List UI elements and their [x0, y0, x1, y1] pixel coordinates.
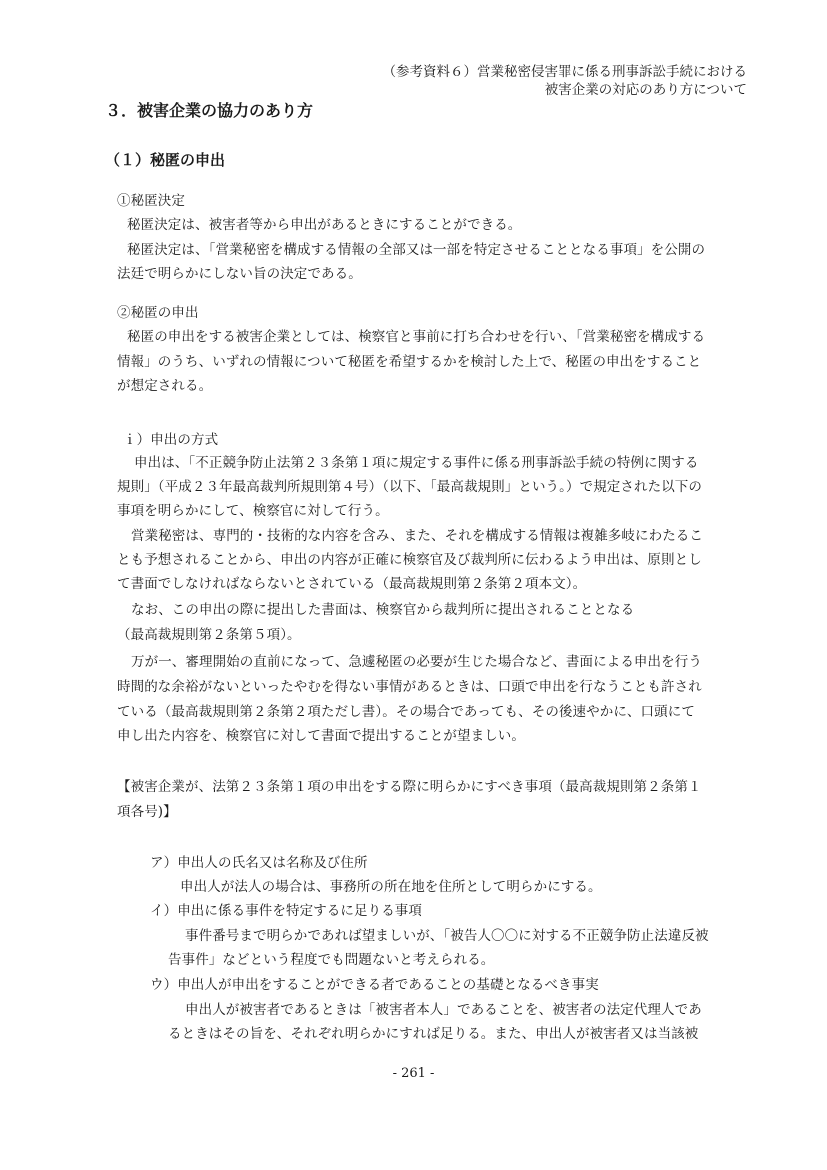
- block2-line: 情報」のうち、いずれの情報について秘匿を希望するかを検討した上で、秘匿の申出をすること: [117, 354, 702, 370]
- block1-line: 法廷で明らかにしない旨の決定である。: [117, 266, 362, 282]
- block1-line: 秘匿決定は、「営業秘密を構成する情報の全部又は一部を特定させることとなる事項」を公開の: [127, 242, 706, 258]
- block3-line: ている（最高裁規則第２条第２項ただし書）。その場合であっても、その後速やかに、口頭にて: [117, 704, 695, 720]
- block3-line: 営業秘密は、専門的・技術的な内容を含み、また、それを構成する情報は複雑多岐にわたるこ: [131, 528, 704, 544]
- item-a-title: ア）申出人の氏名又は名称及び住所: [150, 855, 368, 871]
- block2-line: 秘匿の申出をする被害企業としては、検察官と事前に打ち合わせを行い、「営業秘密を構成する: [127, 329, 706, 345]
- subsection-title: （１）秘匿の申出: [105, 151, 226, 169]
- block4-line: 項各号)】: [117, 804, 177, 820]
- block3-line: なお、この申出の際に提出した書面は、検察官から裁判所に提出されることとなる: [131, 602, 635, 618]
- block3-line: 申し出た内容を、検察官に対して書面で提出することが望ましい。: [117, 728, 525, 744]
- block3-line: とも予想されることから、申出の内容が正確に検察官及び裁判所に伝わるよう申出は、原則とし: [117, 552, 702, 568]
- block1-title: ①秘匿決定: [117, 193, 185, 209]
- item-u-body: るときはその旨を、それぞれ明らかにすれば足りる。また、申出人が被害者又は当該被: [168, 1026, 699, 1042]
- block3-line: 万が一、審理開始の直前になって、急遽秘匿の必要が生じた場合など、書面による申出を行う: [131, 654, 702, 670]
- block3-line: 申出は、「不正競争防止法第２３条第１項に規定する事件に係る刑事訴訟手続の特例に関する: [134, 455, 699, 471]
- block3-line: 事項を明らかにして、検察官に対して行う。: [117, 503, 389, 519]
- block2-title: ②秘匿の申出: [117, 305, 199, 321]
- item-a-body: 申出人が法人の場合は、事務所の所在地を住所として明らかにする。: [180, 879, 602, 895]
- section-title: ３．被害企業の協力のあり方: [105, 101, 314, 120]
- block1-line: 秘匿決定は、被害者等から申出があるときにすることができる。: [127, 217, 522, 233]
- item-u-title: ウ）申出人が申出をすることができる者であることの基礎となるべき事実: [150, 977, 599, 993]
- block3-line: （最高裁規則第２条第５項）。: [117, 627, 301, 643]
- item-i-body: 告事件」などという程度でも問題ないと考えられる。: [168, 952, 495, 968]
- block3-line: 規則」（平成２３年最高裁判所規則第４号）（以下、「最高裁規則」という。）で規定された以下の: [117, 479, 702, 495]
- block3-line: 時間的な余裕がないといったやむを得ない事情があるときは、口頭で申出を行なうことも許され: [117, 679, 702, 695]
- header-line-1: （参考資料６）営業秘密侵害罪に係る刑事訴訟手続における: [382, 64, 747, 80]
- page-number: - 261 -: [392, 1066, 435, 1081]
- block3-line: て書面でしなければならないとされている（最高裁規則第２条第２項本文）。: [117, 576, 587, 592]
- header-line-2: 被害企業の対応のあり方について: [544, 82, 747, 98]
- block3-title: ｉ）申出の方式: [123, 432, 219, 448]
- item-i-body: 事件番号まで明らかであれば望ましいが、「被告人〇〇に対する不正競争防止法違反被: [185, 928, 709, 944]
- block4-line: 【被害企業が、法第２３条第１項の申出をする際に明らかにすべき事項（最高裁規則第２条第１: [117, 779, 702, 795]
- block2-line: が想定される。: [117, 378, 213, 394]
- item-i-title: イ）申出に係る事件を特定するに足りる事項: [150, 903, 422, 919]
- item-u-body: 申出人が被害者であるときは「被害者本人」であることを、被害者の法定代理人であ: [185, 1002, 702, 1018]
